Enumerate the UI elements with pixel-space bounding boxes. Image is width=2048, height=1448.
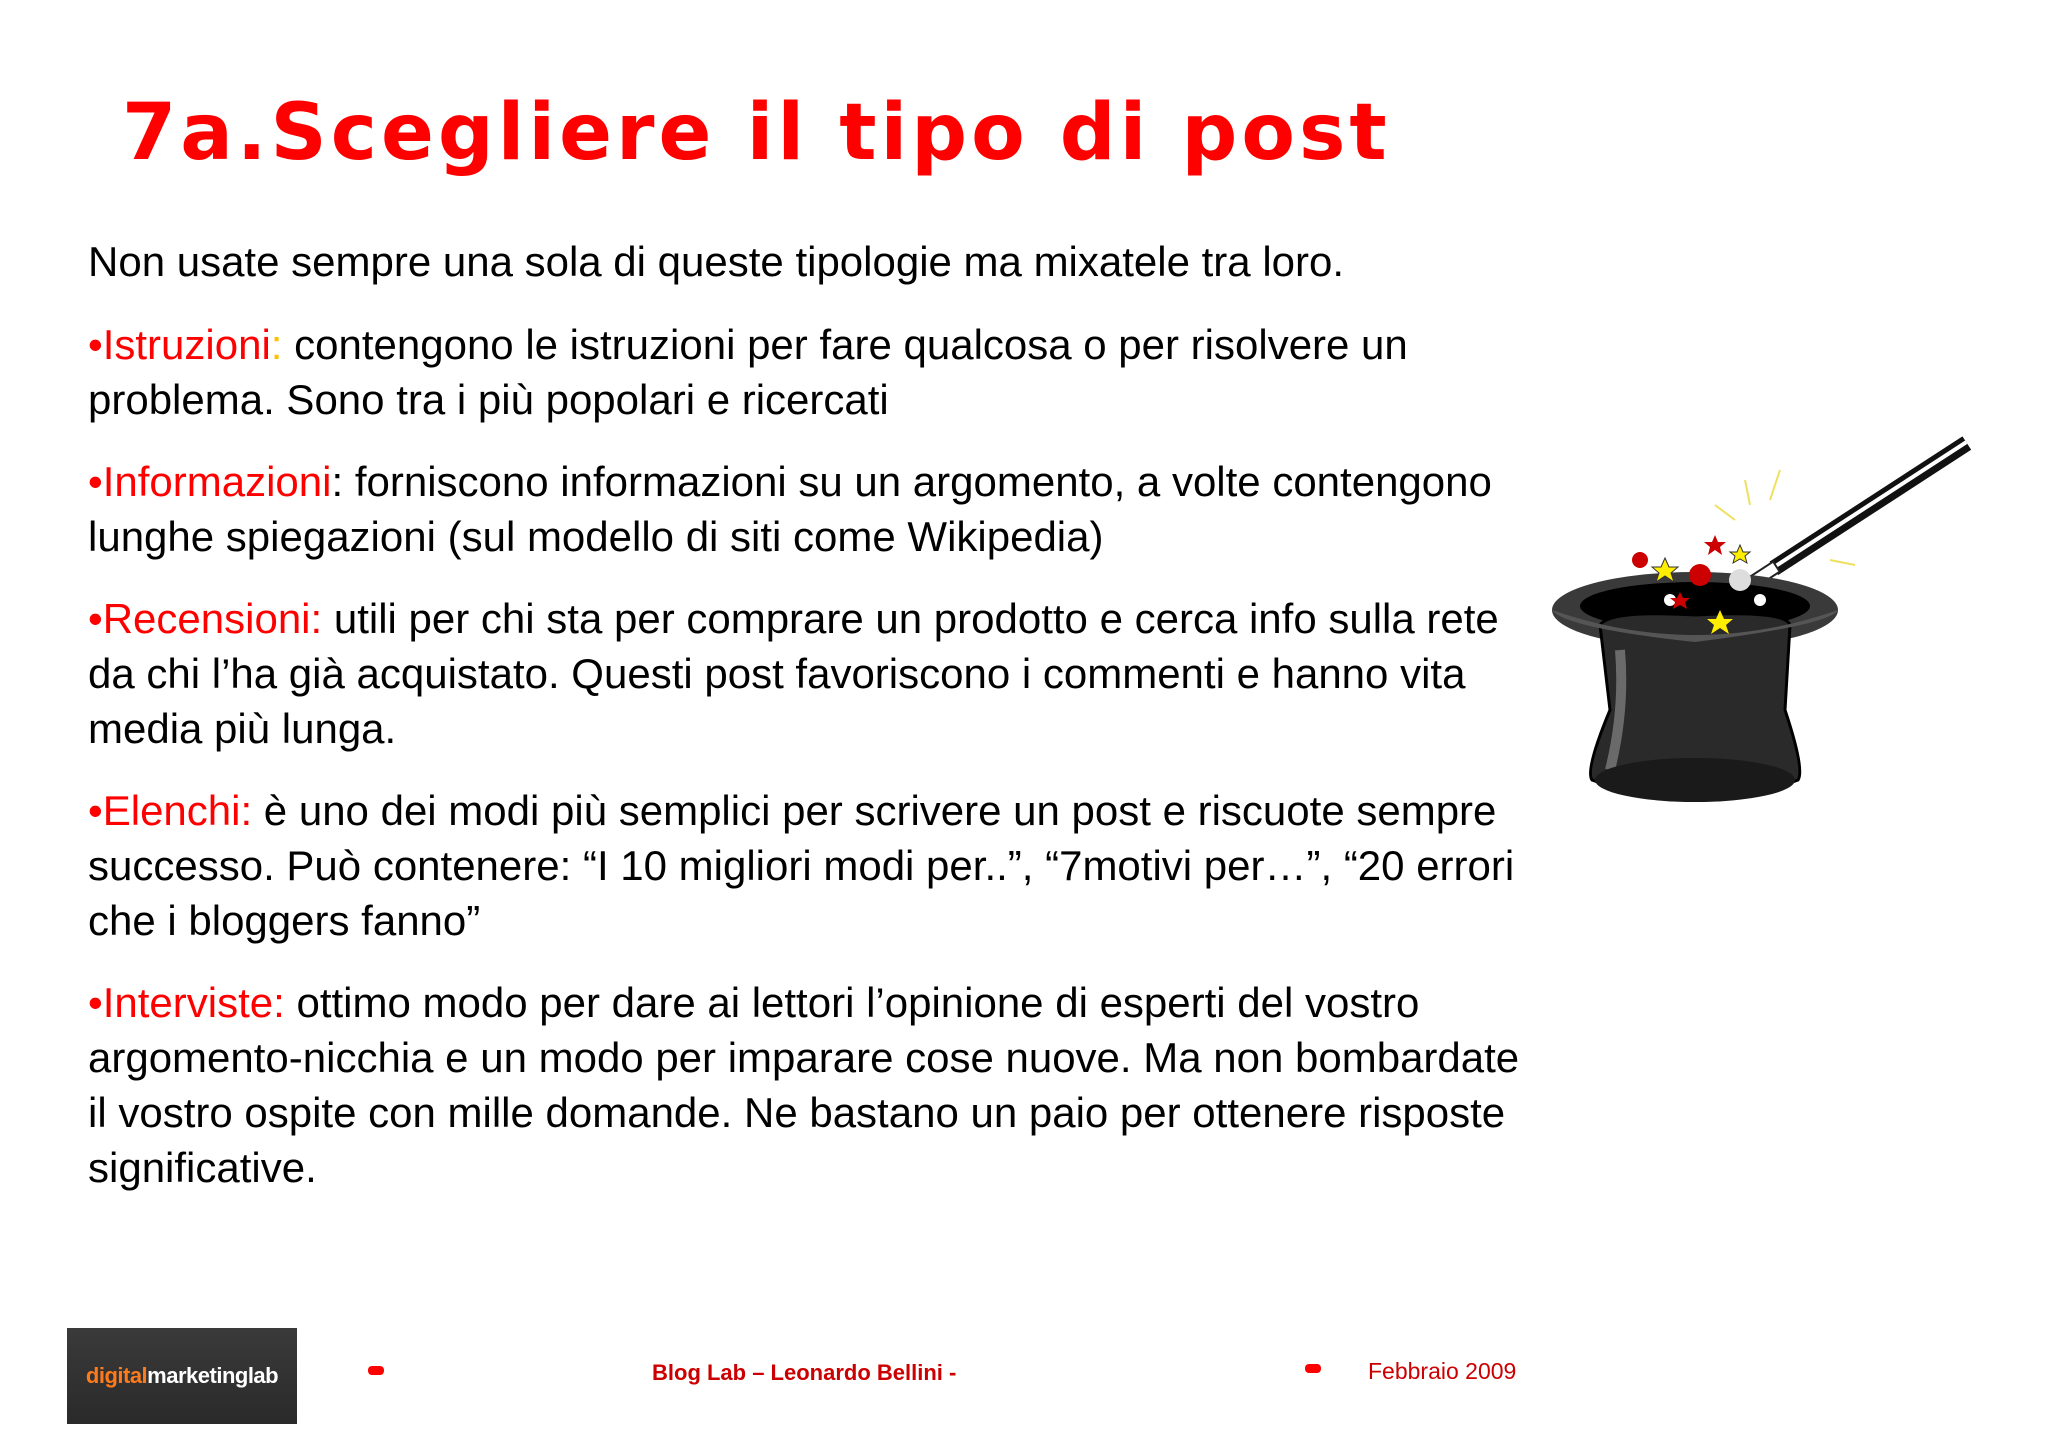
item-text: contengono le istruzioni per fare qualcosa o per risolvere un problema. Sono tra i più popolari e ricercati [88,321,1408,423]
list-item-interviste [88,975,1548,1195]
footer-logo [67,1328,297,1424]
logo-text-marketinglab: marketinglab [147,1363,279,1388]
item-text: ottimo modo per dare ai lettori l’opinione di esperti del vostro argomento-nicchia e un modo per imparare cose nuove. Ma non bombardate il vostro ospite con mille domande. Ne bastano un paio per ottenere risposte significative. [88,979,1520,1191]
item-separator: : [331,458,344,505]
item-term: Informazioni [102,458,332,505]
bullet-icon: • [88,458,103,505]
slide-body [88,234,1548,1222]
list-item-informazioni [88,454,1548,564]
bullet-icon: • [88,595,103,642]
footer-separator-left [368,1366,384,1375]
item-text: forniscono informazioni su un argomento, a volte contengono lunghe spiegazioni (sul modello di siti come Wikipedia) [88,458,1492,560]
bullet-icon: • [88,321,103,368]
item-separator: : [270,321,283,368]
item-text: utili per chi sta per comprare un prodotto e cerca info sulla rete da chi l’ha già acquistato. Questi post favoriscono i commenti e hanno vita media più lunga. [88,595,1499,752]
item-term: Istruzioni [102,321,271,368]
list-item-recensioni [88,591,1548,756]
slide-title: 7a.Scegliere il tipo di post [122,88,1391,178]
item-text: è uno dei modi più semplici per scrivere un post e riscuote sempre successo. Può contenere: “I 10 migliori modi per..”, “7motivi per…”, “20 errori che i bloggers fanno” [88,787,1515,944]
bullet-icon: • [88,979,103,1026]
logo-text-digital: digital [85,1363,148,1388]
magic-hat-icon [1540,410,2000,850]
item-term: Interviste: [102,979,285,1026]
bullet-icon: • [88,787,103,834]
item-term: Recensioni: [102,595,323,642]
footer-center-text: Blog Lab – Leonardo Bellini - [652,1360,957,1385]
list-item-elenchi [88,783,1548,948]
footer-date: Febbraio 2009 [1368,1358,1517,1384]
footer-separator-right [1305,1364,1321,1373]
list-item-istruzioni [88,317,1548,427]
intro-text: Non usate sempre una sola di queste tipologie ma mixatele tra loro. [88,238,1345,285]
item-term: Elenchi: [102,787,253,834]
